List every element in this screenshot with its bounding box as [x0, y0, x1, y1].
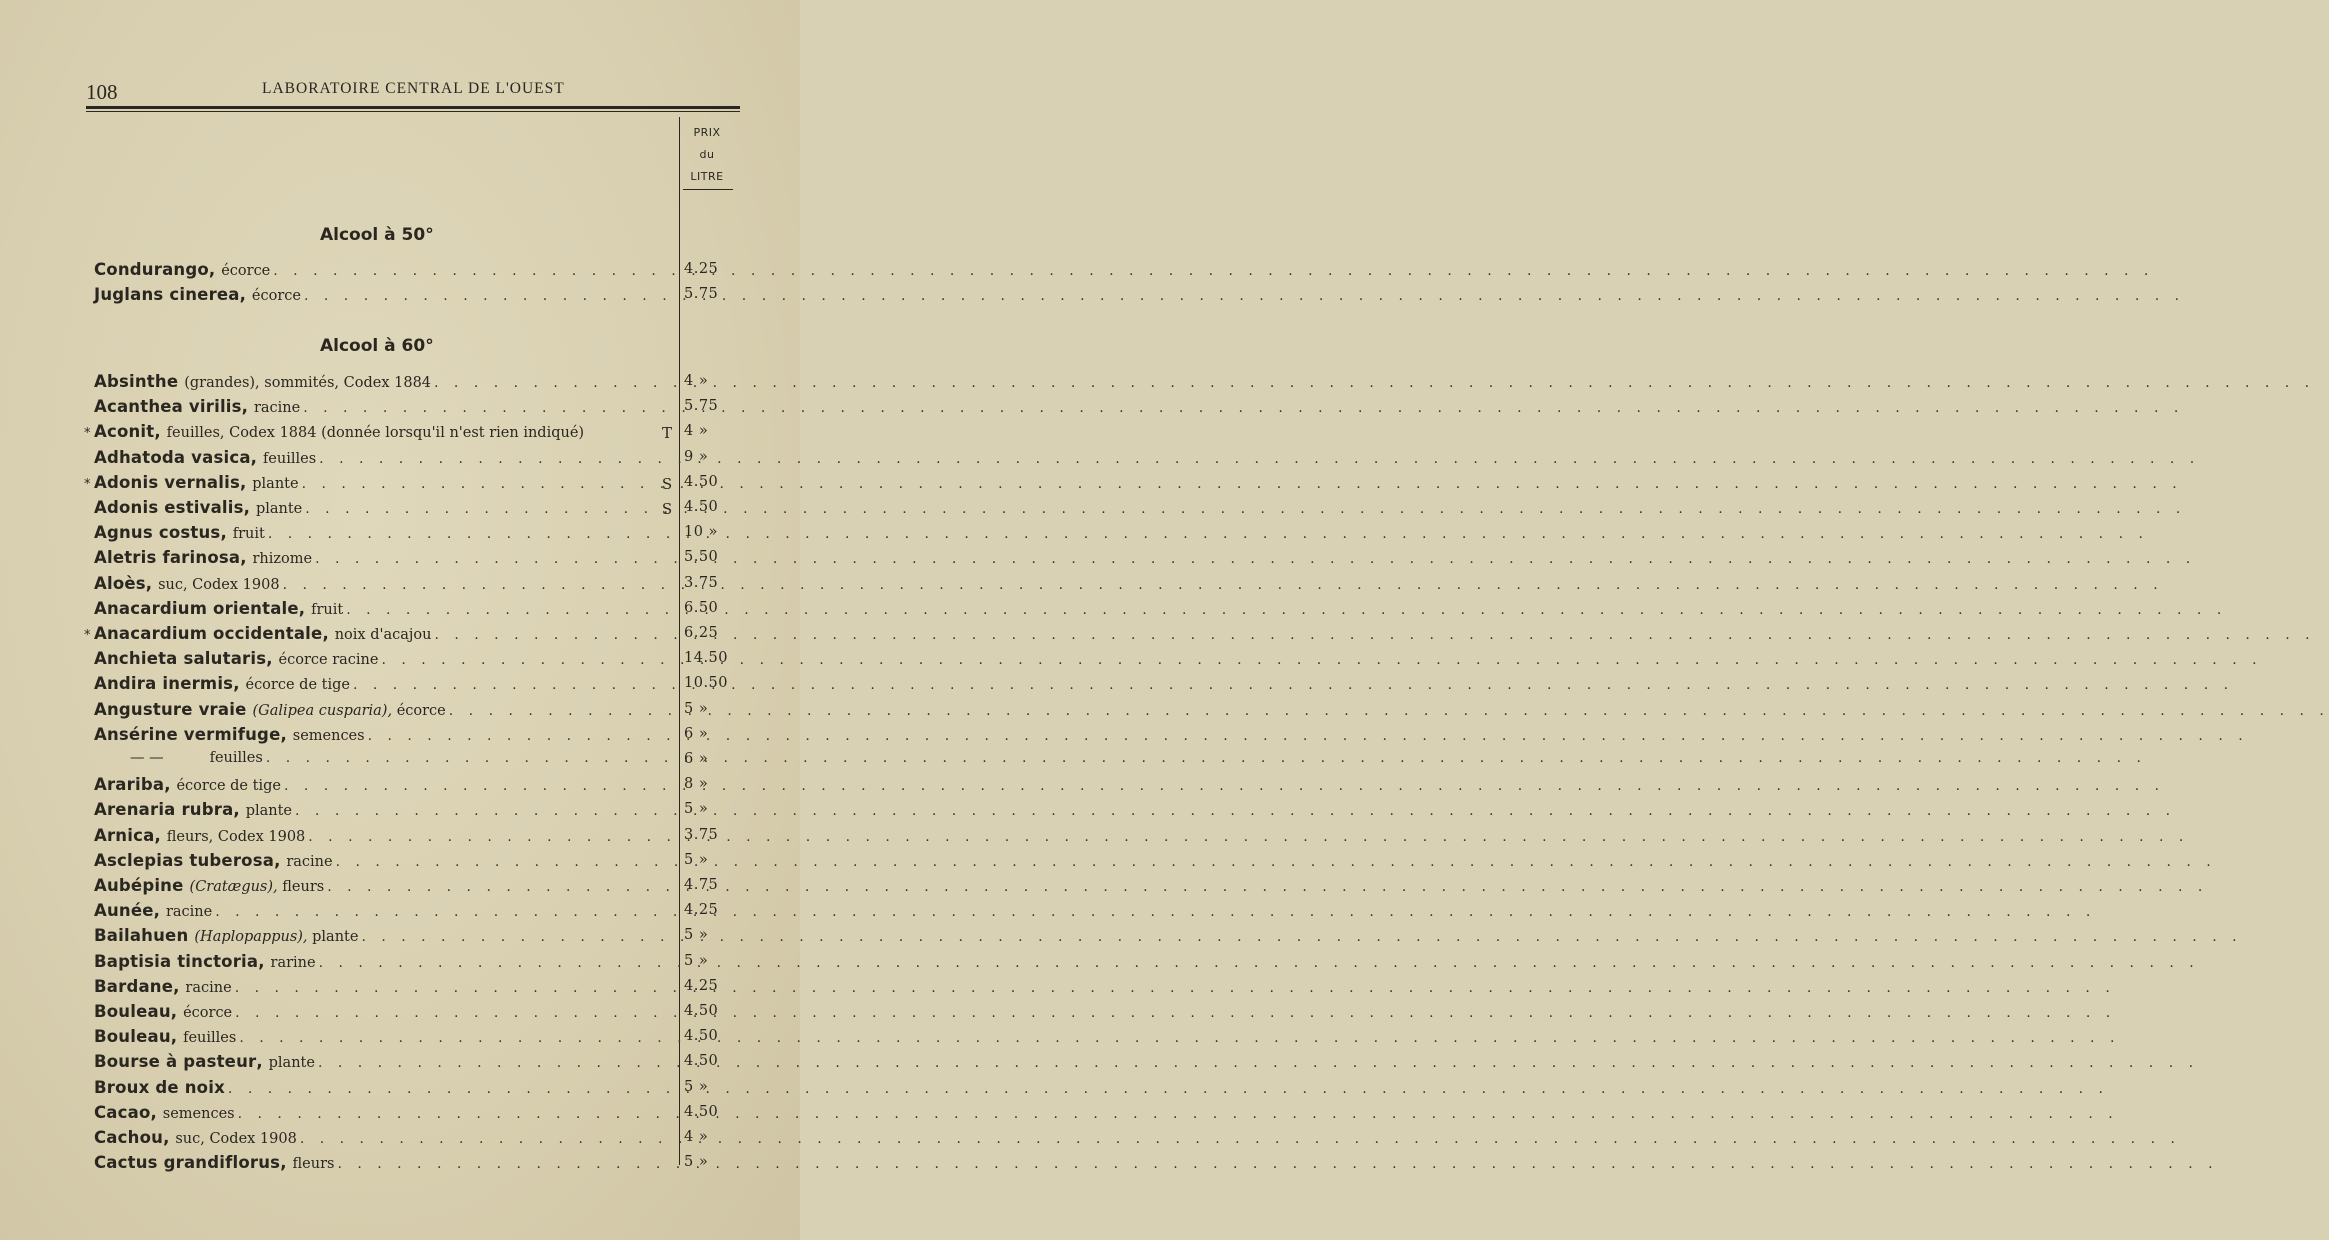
item-name: Anchieta salutaris [94, 649, 267, 669]
item-name: Baptisia tinctoria [94, 951, 259, 971]
item-description: plante [252, 475, 299, 492]
dot-leader [305, 826, 2189, 845]
item-name: Andira inermis [94, 674, 234, 694]
item-price: 6 » [684, 725, 709, 742]
list-item [94, 725, 670, 749]
list-item [94, 926, 670, 950]
item-name: Bardane [94, 976, 174, 996]
item-description: suc, Codex 1908 [158, 576, 280, 593]
item-description: fleurs [292, 1156, 335, 1173]
dot-leader [358, 929, 2242, 945]
item-comma: , [154, 825, 161, 845]
list-item [94, 1128, 670, 1152]
item-description: écorce [221, 263, 271, 279]
item-description: (grandes), sommités, Codex 1884 [184, 375, 432, 391]
item-comma: , [164, 775, 171, 795]
dot-leader [263, 750, 2147, 766]
price-header-line-3: LITRE [690, 170, 724, 183]
dot-leader [333, 851, 2217, 870]
availability-mark: S [661, 474, 673, 493]
item-price: 4 » [684, 1129, 709, 1145]
dot-leader [235, 1103, 2119, 1122]
item-name: Cacao [94, 1102, 151, 1122]
item-price: 5 » [684, 952, 709, 969]
list-item [94, 448, 670, 472]
item-comma: , [170, 1002, 178, 1021]
item-name: Anacardium occidentale [94, 624, 323, 643]
item-comma: , [256, 1052, 263, 1072]
book-page [0, 0, 800, 1240]
item-comma: , [208, 260, 216, 279]
dot-leader [316, 448, 2200, 467]
item-price: 4.75 [684, 877, 719, 893]
item-comma: , [280, 724, 287, 744]
item-price: 5 » [684, 801, 709, 818]
item-name: Ansérine vermifuge [94, 724, 281, 744]
item-comma: , [280, 1153, 287, 1173]
item-name: Arnica [94, 825, 155, 845]
dot-leader [297, 1131, 2181, 1147]
item-comma: , [173, 976, 180, 996]
item-comma: , [322, 624, 329, 643]
item-price: 4.50 [684, 473, 719, 490]
list-item [94, 851, 670, 875]
item-comma: , [241, 397, 248, 417]
dot-leader [324, 879, 2208, 895]
item-price: 4.25 [684, 902, 719, 919]
item-description: plante [268, 1055, 315, 1072]
dot-leader [343, 599, 2227, 618]
item-description: écorce racine [278, 652, 379, 669]
item-comma: , [240, 548, 247, 568]
item-description: semences [292, 727, 365, 744]
item-description: (Cratægus), fleurs [189, 879, 325, 895]
list-item [94, 977, 670, 1001]
item-price: 5 » [684, 851, 709, 868]
item-name: Arenaria rubra [94, 800, 234, 820]
dot-leader [280, 574, 2164, 593]
item-description: racine [165, 904, 213, 921]
list-item [94, 372, 670, 396]
item-name: Aconit [94, 422, 155, 442]
item-description: (Haplopappus), plante [194, 929, 359, 946]
dot-leader [270, 263, 2154, 279]
section-heading: Alcool à 60° [320, 336, 434, 356]
list-item [94, 876, 670, 900]
item-description: rarine [270, 954, 316, 971]
item-comma: , [243, 498, 250, 517]
item-description: écorce [183, 1005, 233, 1021]
dot-leader [225, 1078, 2109, 1097]
item-name: Arariba [94, 775, 165, 795]
item-price: 9 » [684, 448, 709, 465]
item-description: racine [185, 979, 232, 996]
item-comma: , [150, 1102, 157, 1122]
dot-leader [300, 400, 2184, 416]
list-item [94, 1153, 670, 1177]
availability-mark: T [661, 424, 672, 443]
list-item [94, 800, 670, 824]
item-description: racine [286, 853, 333, 870]
item-description: feuilles [183, 1030, 237, 1047]
price-header-line-1: PRIX [693, 126, 721, 139]
item-price: 6.25 [684, 625, 719, 641]
item-latin-name: (Cratægus), [189, 879, 278, 895]
list-item [94, 649, 670, 673]
item-name: Broux de noix [94, 1077, 225, 1097]
list-item [94, 1052, 670, 1076]
list-item: * Adonis vernalis , plante . . . [94, 473, 670, 497]
item-comma: , [220, 523, 227, 543]
item-description: noix d'acajou [334, 627, 432, 643]
item-comma: , [233, 800, 240, 820]
item-price: 4.50 [684, 499, 719, 515]
list-item [94, 397, 670, 421]
item-price: 4 » [684, 373, 709, 389]
item-name: Adhatoda vasica [94, 447, 251, 467]
dot-leader [299, 473, 2183, 492]
list-item: * Anacardium occidentale , noix d'acajou . . . [94, 624, 670, 648]
item-name: Angusture vraie [94, 699, 247, 719]
item-comma: , [163, 1128, 170, 1147]
list-item [94, 285, 670, 309]
dot-leader [315, 1055, 2199, 1071]
list-item [94, 548, 670, 572]
list-item [94, 674, 670, 698]
price-header-line-2: du [699, 148, 715, 161]
item-latin-name: (Haplopappus), [194, 929, 308, 946]
item-name: Juglans cinerea [94, 285, 240, 305]
item-name: Bourse à pasteur [94, 1052, 257, 1072]
dot-leader [281, 778, 2165, 794]
list-item: * Aconit , feuilles, Codex 1884 (donnée lorsqu'il n'est rien indiqué) [84, 422, 585, 442]
item-comma: , [258, 951, 265, 971]
item-description: feuilles [262, 450, 317, 467]
item-name: Adonis vernalis [94, 472, 240, 492]
list-item [94, 574, 670, 598]
dot-leader [232, 1005, 2116, 1021]
item-name: Asclepias tuberosa [94, 850, 275, 870]
dot-leader [301, 288, 2185, 304]
item-comma: , [239, 285, 246, 305]
item-price: 14.50 [684, 650, 729, 667]
item-price: 8 » [684, 776, 709, 793]
item-comma: , [154, 422, 161, 442]
item-price: 5 » [684, 927, 709, 944]
dot-leader [312, 551, 2196, 567]
item-price: 6.50 [684, 599, 719, 616]
item-name: Cactus grandiflorus [94, 1153, 281, 1173]
item-price: 5 » [684, 700, 709, 717]
list-item [94, 599, 670, 623]
dot-leader [212, 904, 2096, 920]
item-price: 4.50 [684, 1103, 719, 1120]
header-rule-thin [86, 111, 740, 112]
list-item [94, 1078, 670, 1102]
item-name: Cachou [94, 1128, 164, 1147]
item-price: 5.50 [684, 549, 719, 566]
item-price: 4.50 [684, 1053, 719, 1070]
item-description: écorce de tige [245, 677, 350, 694]
item-description: racine [253, 400, 301, 417]
item-description: semences [162, 1105, 235, 1122]
item-name: Anacardium orientale [94, 598, 299, 618]
item-comma: , [153, 901, 160, 921]
item-name: Acanthea virilis [94, 397, 242, 417]
item-price: 5.75 [684, 398, 719, 415]
item-description: (Galipea cusparia), écorce [252, 702, 446, 719]
list-item [94, 1103, 670, 1127]
item-price: 4.25 [684, 977, 719, 994]
item-comma: , [274, 850, 281, 870]
list-item [94, 523, 670, 547]
header-rule [86, 106, 740, 109]
item-price: 10 » [684, 524, 718, 541]
list-item [94, 1027, 670, 1051]
list-item [94, 498, 670, 522]
price-header-rule [683, 189, 733, 190]
dot-leader [378, 652, 2262, 668]
list-item [94, 826, 670, 850]
price-column-header [680, 122, 734, 188]
section-heading: Alcool à 50° [320, 225, 434, 245]
item-comma: , [233, 674, 240, 694]
item-name: Absinthe [94, 372, 179, 391]
running-head: LABORATOIRE CENTRAL DE L'OUEST [262, 80, 565, 97]
page-number: 108 [86, 80, 118, 104]
item-description: plante [245, 803, 293, 820]
item-description: feuilles, Codex 1884 (donnée lorsqu'il n'est rien indiqué) [166, 425, 585, 442]
dot-leader [302, 501, 2186, 517]
item-description: écorce de tige [176, 778, 281, 795]
item-name: Bouleau [94, 1002, 171, 1021]
item-name: Aletris farinosa [94, 548, 241, 568]
item-price: 5 » [684, 1154, 709, 1171]
item-price: 3.75 [684, 574, 719, 591]
list-item [94, 952, 670, 976]
item-description: rhizome [252, 551, 313, 568]
list-item [94, 775, 670, 799]
ditto-mark: — — [130, 750, 164, 766]
item-name: Aunée [94, 901, 154, 921]
list-item [94, 260, 670, 284]
item-description: feuilles [209, 750, 263, 766]
item-description: écorce [251, 288, 301, 305]
item-price: 4.25 [684, 261, 719, 277]
dot-leader [265, 526, 2149, 542]
item-name: Aubépine [94, 876, 184, 895]
item-comma: , [266, 649, 273, 669]
item-name: Agnus costus [94, 523, 221, 543]
dot-leader [334, 1156, 2218, 1172]
item-price: 6 » [684, 751, 709, 767]
list-item [94, 700, 670, 724]
item-comma: , [170, 1027, 178, 1047]
dot-leader [365, 725, 2249, 744]
item-comma: , [239, 472, 247, 492]
item-name: Aloès [94, 573, 146, 593]
dot-leader [350, 677, 2234, 693]
dot-leader [236, 1030, 2120, 1046]
dot-leader [316, 952, 2200, 971]
item-price: 4 » [684, 423, 709, 440]
item-description: plante [255, 501, 303, 517]
item-name: Bouleau [94, 1027, 171, 1047]
item-comma: , [250, 447, 257, 467]
item-price: 10.50 [684, 675, 729, 692]
dot-leader [292, 803, 2176, 819]
item-price: 3.75 [684, 826, 719, 843]
item-comma: , [145, 573, 153, 593]
list-item [94, 750, 670, 774]
item-price: 4.50 [684, 1028, 719, 1045]
item-name: Bailahuen [94, 926, 189, 946]
item-name: Adonis estivalis [94, 498, 244, 517]
item-latin-name: (Galipea cusparia), [252, 702, 393, 719]
item-price: 5 » [684, 1078, 709, 1095]
item-price: 4.50 [684, 1003, 719, 1019]
item-name: Condurango [94, 260, 209, 279]
item-description: fruit [311, 601, 344, 618]
item-description: fleurs, Codex 1908 [166, 828, 306, 845]
item-description: fruit [232, 526, 265, 543]
list-item [94, 901, 670, 925]
dot-leader [232, 977, 2116, 996]
item-comma: , [298, 598, 306, 618]
item-description: suc, Codex 1908 [175, 1131, 297, 1147]
list-item [94, 1002, 670, 1026]
availability-mark: S [661, 500, 673, 518]
item-price: 5.75 [684, 286, 719, 303]
